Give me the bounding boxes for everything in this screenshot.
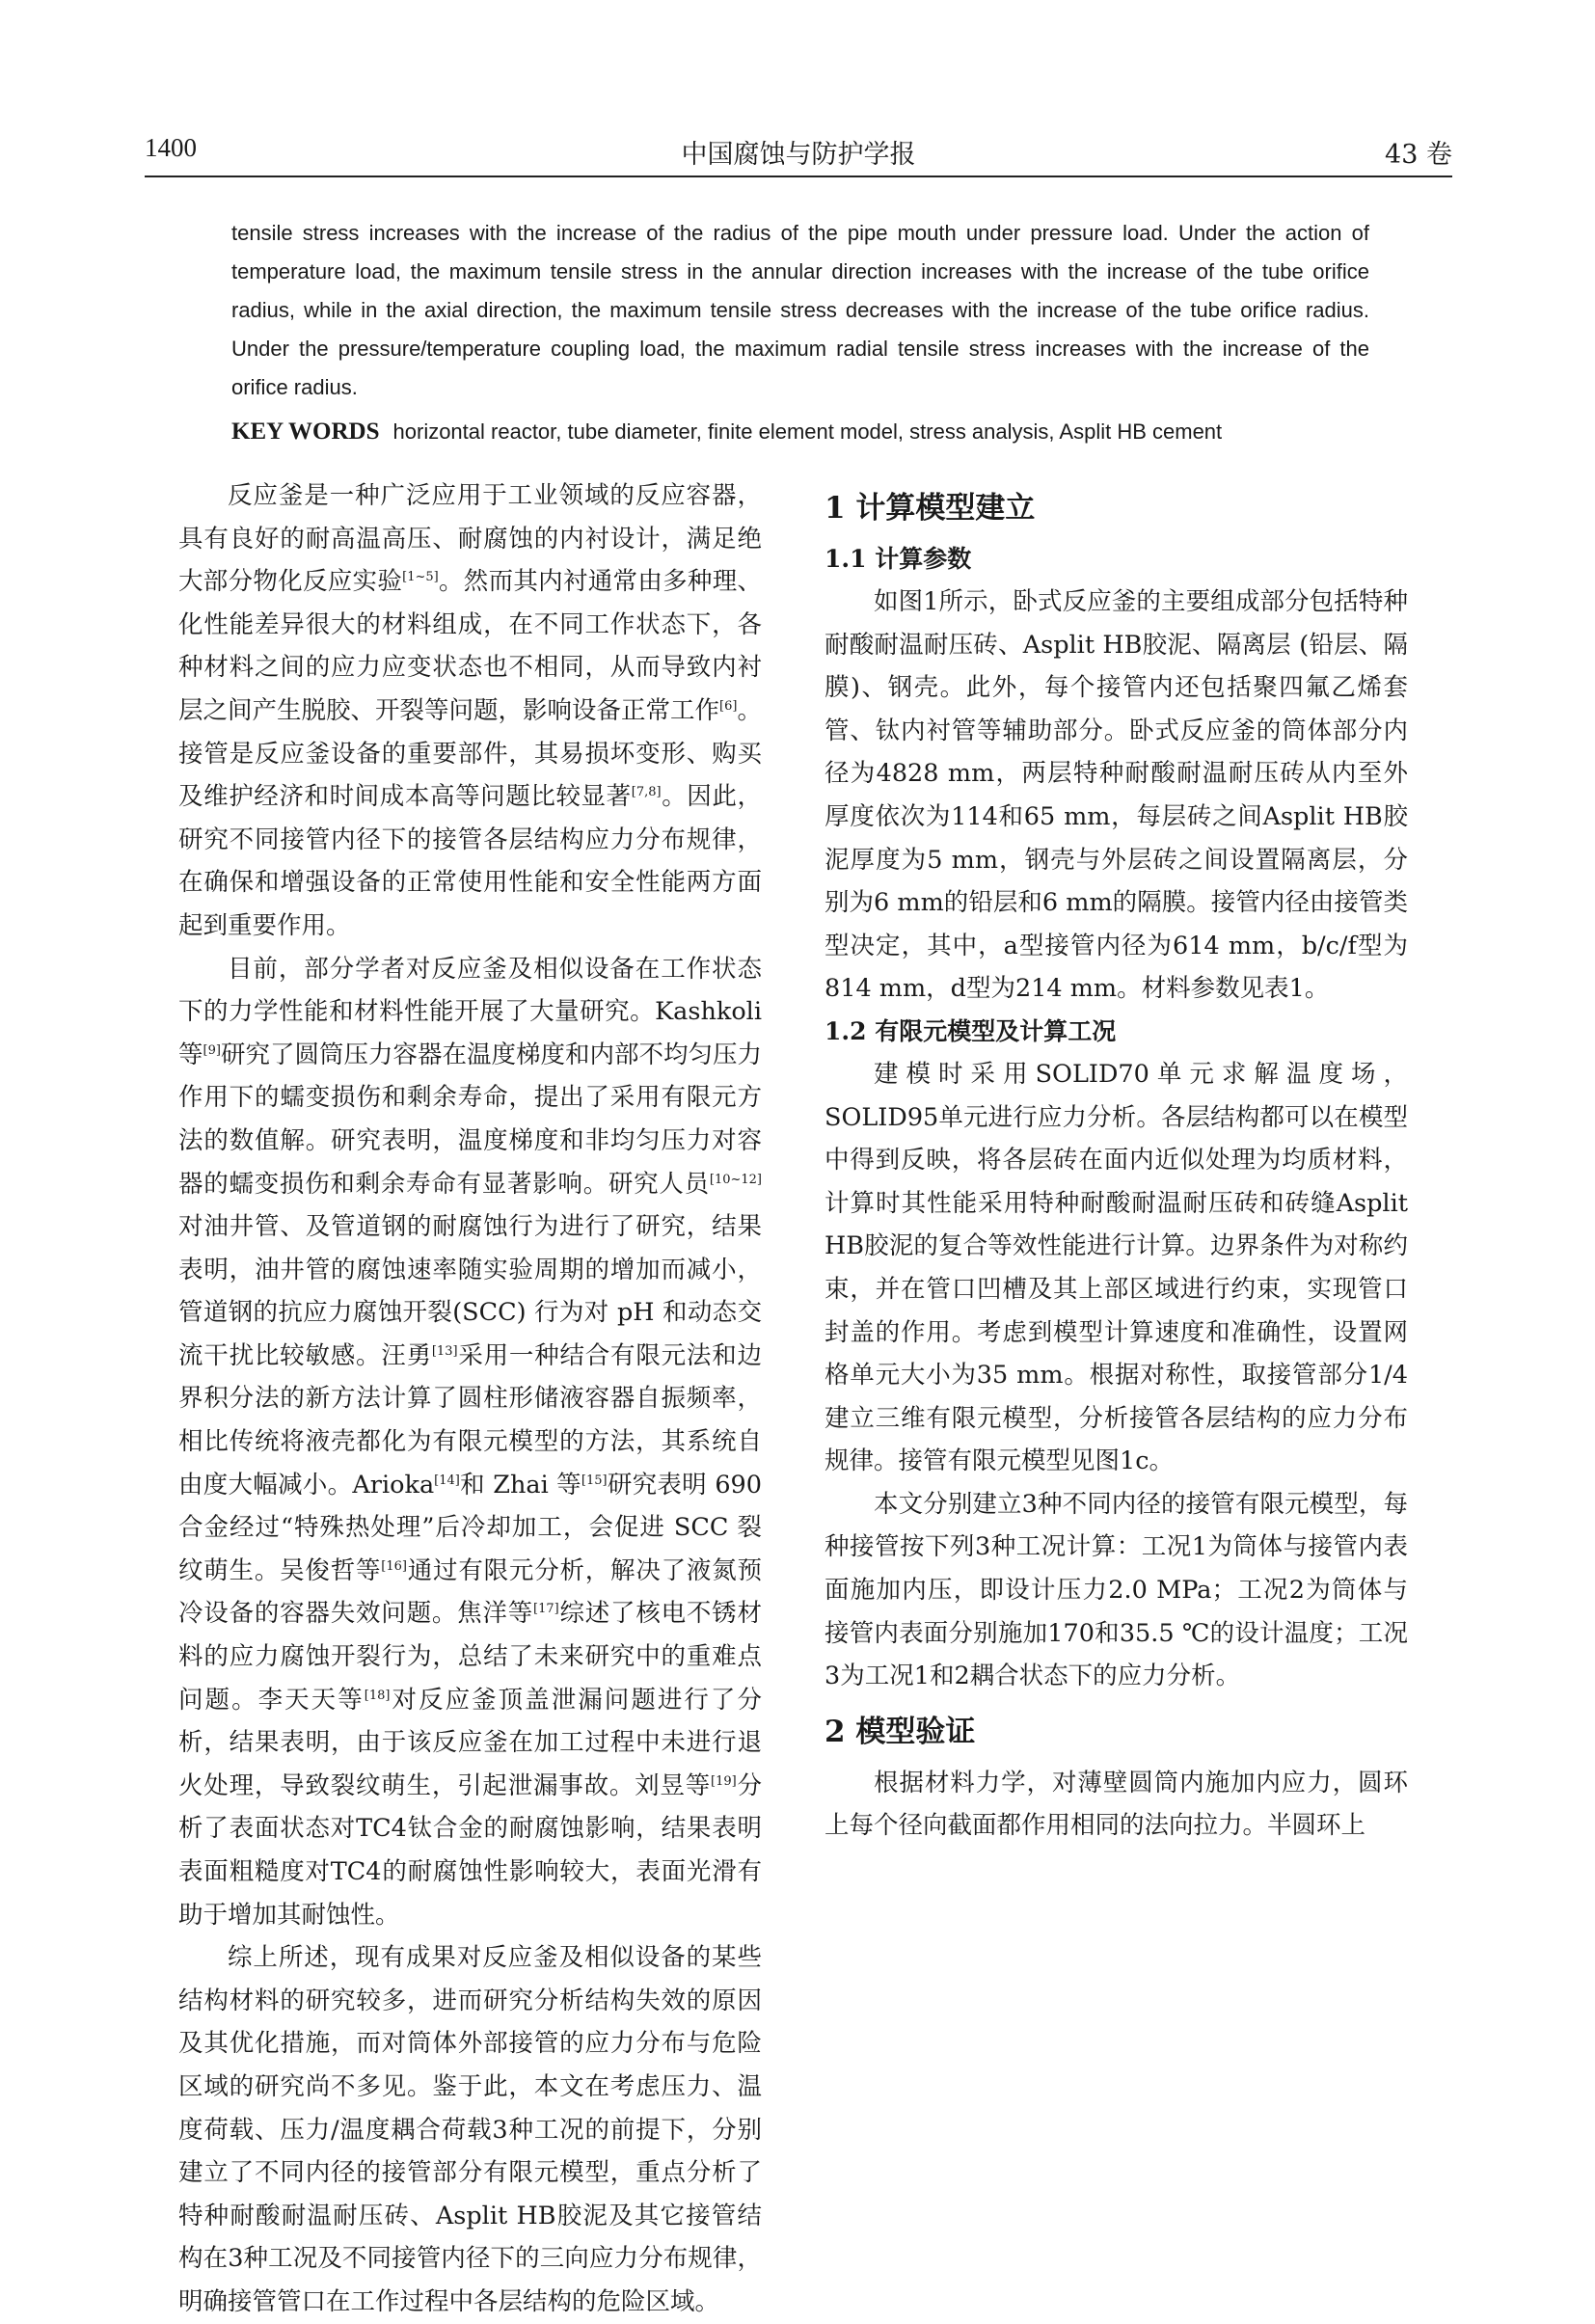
page-number: 1400 (145, 133, 197, 162)
citation: [9] (203, 1042, 221, 1058)
keywords-label: KEY WORDS (231, 419, 380, 445)
keywords-line (231, 413, 1418, 451)
section-2-paragraph: 根据材料力学，对薄壁圆筒内施加内应力，圆环上每个径向截面都作用相同的法向拉力。半圆环上 (825, 1768, 1408, 1841)
left-column (178, 474, 762, 2324)
intro-paragraph-3: 综上所述，现有成果对反应釜及相似设备的某些结构材料的研究较多，进而研究分析结构失效的原因及其优化措施，而对筒体外部接管的应力分布与危险区域的研究尚不多见。鉴于此，本文在考虑压力、温度荷载、压力/温度耦合荷载3种工况的前提下，分别建立了不同内径的接管部分有限元模型，重点分析了特种耐酸耐温耐压砖、Asplit HB胶泥及其它接管结构在3种工况及不同接管内径下的三向应力分布规律，明确接管管口在工作过程中各层结构的危险区域。 (178, 1943, 762, 2316)
abstract-text: tensile stress increases with the increase of the radius of the pipe mouth under pressure load. Under the action of temperature load, the maximum tensile stress in the annular direction increases with the increase of the tube orifice radius, while in the axial direction, the maximum tensile stress decreases with the increase of the tube orifice radius. Under the pressure/temperature coupling load, the maximum radial tensile stress increases with the increase of the orifice radius. (231, 221, 1369, 399)
section-2-title: 2 模型验证 (825, 1714, 976, 1749)
citation: [1~5] (402, 570, 439, 585)
citation: [15] (581, 1473, 608, 1488)
section-1-2-paragraph-2: 本文分别建立3种不同内径的接管有限元模型，每种接管按下列3种工况计算：工况1为筒体与接管内表面施加内压，即设计压力2.0 MPa；工况2为筒体与接管内表面分别施加170和35.5 ℃的设计温度；工况3为工况1和2耦合状态下的应力分析。 (825, 1489, 1408, 1691)
section-1-1-title: 1.1 计算参数 (825, 545, 972, 573)
citation: [19] (711, 1773, 737, 1789)
page-header (145, 133, 1452, 177)
citation: [17] (533, 1602, 559, 1617)
right-column (825, 474, 1408, 1848)
citation: [10~12] (709, 1172, 762, 1187)
volume-label: 43 卷 (1385, 140, 1452, 170)
intro-paragraph-2: 目前，部分学者对反应釜及相似设备在工作状态下的力学性能和材料性能开展了大量研究。Kashkoli等[9]研究了圆筒压力容器在温度梯度和内部不均匀压力作用下的蠕变损伤和剩余寿命，提出了采用有限元方法的数值解。研究表明，温度梯度和非均匀压力对容器的蠕变损伤和剩余寿命有显著影响。研究人员[10~12]对油井管、及管道钢的耐腐蚀行为进行了研究，结果表明，油井管的腐蚀速率随实验周期的增加而减小，管道钢的抗应力腐蚀开裂(SCC) 行为对 pH 和动态交流干扰比较敏感。汪勇[13]采用一种结合有限元法和边界积分法的新方法计算了圆柱形储液容器自振频率，相比传统将液壳都化为有限元模型的方法，其系统自由度大幅减小。Arioka[14]和 Zhai 等[15]研究表明 690 合金经过“特殊热处理”后冷却加工，会促进 SCC 裂纹萌生。吴俊哲等[16]通过有限元分析，解决了液氮预冷设备的容器失效问题。焦洋等[17]综述了核电不锈材料的应力腐蚀开裂行为，总结了未来研究中的重难点问题。李天天等[18]对反应釜顶盖泄漏问题进行了分析，结果表明，由于该反应釜在加工过程中未进行退火处理，导致裂纹萌生，引起泄漏事故。刘昱等[19]分析了表面状态对TC4钛合金的耐腐蚀影响，结果表明表面粗糙度对TC4的耐腐蚀性影响较大，表面光滑有助于增加其耐蚀性。 (178, 954, 762, 1930)
citation: [16] (381, 1558, 407, 1574)
section-1-1-paragraph: 如图1所示，卧式反应釜的主要组成部分包括特种耐酸耐温耐压砖、Asplit HB胶泥、隔离层 (铅层、隔膜)、钢壳。此外，每个接管内还包括聚四氟乙烯套管、钛内衬管等辅助部分。卧式反应釜的筒体部分内径为4828 mm，两层特种耐酸耐温耐压砖从内至外厚度依次为114和65 mm，每层砖之间Asplit HB胶泥厚度为5 mm，钢壳与外层砖之间设置隔离层，分别为6 mm的铅层和6 mm的隔膜。接管内径由接管类型决定，其中，a型接管内径为614 mm，b/c/f型为814 mm，d型为214 mm。材料参数见表1。 (825, 587, 1408, 1004)
keywords-text: horizontal reactor, tube diameter, finite element model, stress analysis, Asplit HB cement (392, 419, 1223, 444)
citation: [7,8] (631, 785, 662, 800)
citation: [18] (364, 1688, 391, 1703)
section-1-2-title: 1.2 有限元模型及计算工况 (825, 1016, 1117, 1045)
section-1-title: 1 计算模型建立 (825, 491, 1036, 526)
intro-paragraph-1: 反应釜是一种广泛应用于工业领域的反应容器，具有良好的耐高温高压、耐腐蚀的内衬设计，满足绝大部分物化反应实验[1~5]。然而其内衬通常由多种理、化性能差异很大的材料组成，在不同工作状态下，各种材料之间的应力应变状态也不相同，从而导致内衬层之间产生脱胶、开裂等问题，影响设备正常工作[6]。接管是反应釜设备的重要部件，其易损坏变形、购买及维护经济和时间成本高等问题比较显著[7,8]。因此，研究不同接管内径下的接管各层结构应力分布规律，在确保和增强设备的正常使用性能和安全性能两方面起到重要作用。 (178, 481, 762, 940)
citation: [6] (719, 698, 738, 714)
english-abstract (231, 214, 1369, 407)
journal-name: 中国腐蚀与防护学报 (681, 140, 916, 170)
citation: [13] (431, 1343, 458, 1359)
citation: [14] (434, 1473, 460, 1488)
section-1-2-paragraph-1: 建模时采用SOLID70单元求解温度场，SOLID95单元进行应力分析。各层结构都可以在模型中得到反映，将各层砖在面内近似处理为均质材料，计算时其性能采用特种耐酸耐温耐压砖和砖缝Asplit HB胶泥的复合等效性能进行计算。边界条件为对称约束，并在管口凹槽及其上部区域进行约束，实现管口封盖的作用。考虑到模型计算速度和准确性，设置网格单元大小为35 mm。根据对称性，取接管部分1/4建立三维有限元模型，分析接管各层结构的应力分布规律。接管有限元模型见图1c。 (825, 1059, 1408, 1476)
